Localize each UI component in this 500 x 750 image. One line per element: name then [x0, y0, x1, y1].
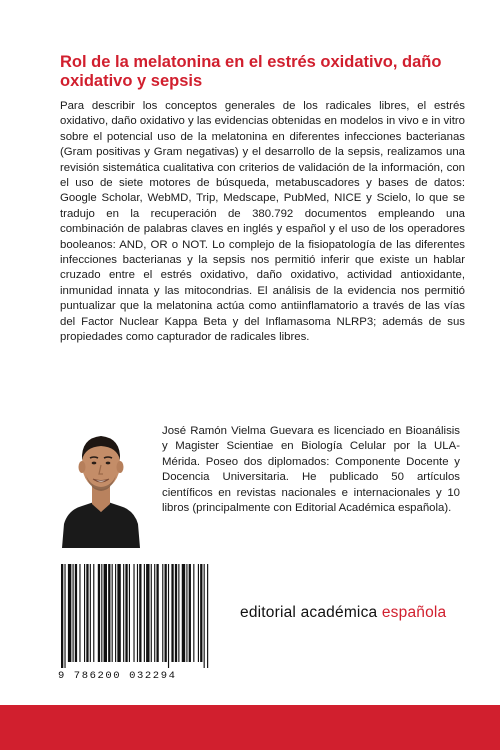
barcode-bar: [162, 564, 163, 662]
barcode-bar: [75, 564, 77, 662]
book-abstract: Para describir los conceptos generales de los radicales libres, el estrés oxidativo, daño oxidativo y las evidencias obtenidas en modelos in vivo e in vitro sobre el potencial uso de la melatonina en diferentes infecciones bacterianas (Gram positivas y Gram negativas) y el desarrollo de la sepsis, realizamos una revisión sistemática cualitativa con criterios de validación de la información, con el uso de siete motores de búsqueda, metabuscadores y bases de datos: Google Scholar, WebMD, Trip, Medscape, PubMed, NICE y Scielo, lo que se tradujo en la recuperación de 380.792 documentos empleando una combinación de palabras claves en inglés y español y el uso de los operadores booleanos: AND, OR o NOT. Lo complejo de la fisiopatología de las diferentes infecciones bacterianas y la sepsis nos permitió inferir que existe un hablar cruzado entre el estrés oxidativo, daño oxidativo, actividad antioxidante, inmunidad innata y las mitocondrias. El análisis de la evidencia nos permitió puntualizar que la melatonina actúa como antiinflamatorio a través de las vías del Factor Nuclear Kappa Beta y del Inflamasoma NLRP3; además de sus propiedades como capturador de radicales libres.: [60, 100, 465, 344]
barcode-bar: [115, 564, 116, 662]
barcode-bar: [156, 564, 158, 662]
top-band: [0, 0, 500, 28]
barcode-bar: [61, 564, 63, 668]
publisher-name-accent: española: [381, 604, 447, 621]
barcode-bar: [86, 564, 88, 662]
barcode-bar: [68, 564, 71, 662]
barcode-bar: [133, 564, 134, 662]
barcode-bar: [193, 564, 194, 662]
barcode-bar: [182, 564, 185, 662]
barcode-bar: [204, 564, 205, 668]
author-photo: [60, 420, 142, 548]
barcode-bars: [55, 562, 215, 682]
barcode-bar: [144, 564, 145, 662]
barcode-bar: [186, 564, 187, 662]
barcode-bar: [125, 564, 127, 662]
author-portrait-image: [60, 420, 142, 548]
barcode-bar: [93, 564, 94, 662]
barcode-bar: [137, 564, 138, 662]
barcode-bar: [189, 564, 191, 662]
barcode-bar: [178, 564, 179, 662]
barcode-bar: [73, 564, 74, 662]
barcode-bar: [198, 564, 199, 662]
publisher-name-main: editorial académica: [240, 604, 382, 621]
barcode-bar: [98, 564, 100, 662]
barcode-bar: [200, 564, 202, 662]
bottom-band: [0, 705, 500, 750]
barcode-bar: [84, 564, 85, 662]
barcode-bar: [129, 564, 130, 662]
barcode-bar: [90, 564, 91, 662]
barcode-bar: [104, 564, 107, 662]
barcode-bar: [171, 564, 173, 662]
book-title: Rol de la melatonina en el estrés oxidativo, daño oxidativo y sepsis: [60, 53, 442, 90]
barcode-bar: [165, 564, 167, 662]
barcode-digits: 9 786200 032294: [58, 670, 177, 682]
barcode-bar: [151, 564, 152, 662]
barcode-bar: [108, 564, 110, 662]
author-bio: José Ramón Vielma Guevara es licenciado en Bioanálisis y Magister Scientiae en Biología Celular por la ULA-Mérida. Poseo dos diplomados: Componente Docente y Docencia Universitaria. He publicado 50 artículos científicos en revistas nacionales e internacionales y 10 libros (principalmente con Editorial Académica española).: [162, 425, 460, 515]
barcode-bar: [168, 564, 169, 668]
barcode-bar: [146, 564, 149, 662]
barcode-bar: [112, 564, 113, 662]
barcode-bar: [64, 564, 65, 668]
barcode-bar: [154, 564, 155, 662]
barcode-bar: [175, 564, 177, 662]
isbn-barcode: [55, 562, 215, 682]
barcode-bar: [123, 564, 124, 662]
barcode-bar: [79, 564, 80, 662]
publisher-logo: [240, 604, 446, 622]
barcode-bar: [139, 564, 141, 662]
barcode-bar: [117, 564, 120, 662]
barcode-bar: [207, 564, 208, 668]
barcode-bar: [101, 564, 102, 662]
